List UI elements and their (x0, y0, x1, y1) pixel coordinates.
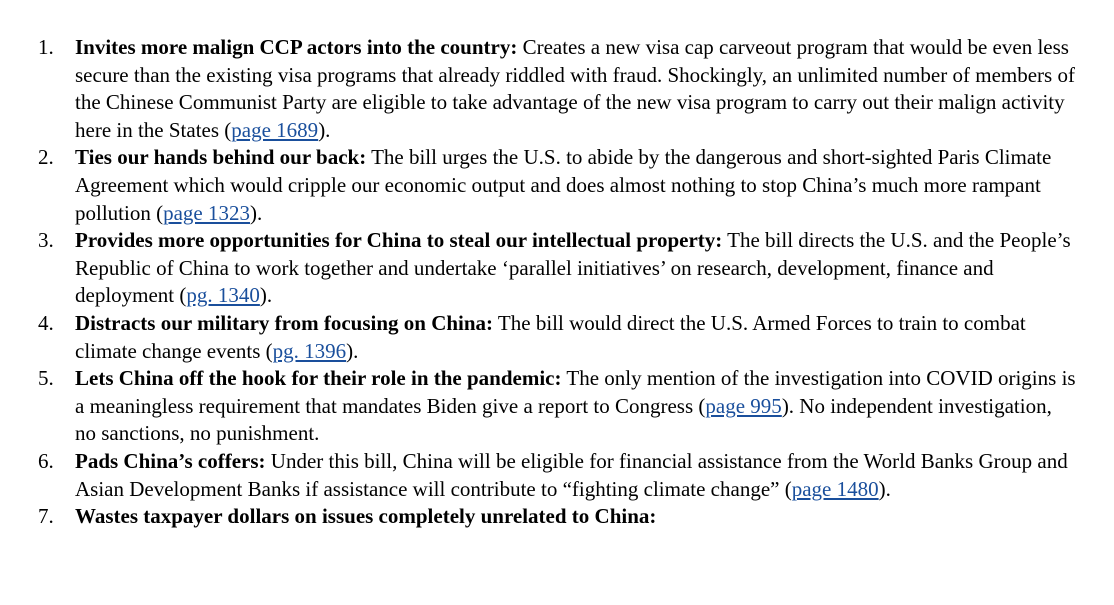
item-text-tail: ). (318, 117, 331, 142)
list-item-4 (38, 310, 1078, 365)
list-item-5 (38, 365, 1078, 448)
item-text: Creates a new visa cap carveout program that would be even less secure than the existing visa programs that already riddled with fraud. Shockingly, an unlimited number of members of the Chinese Communist Party are eligible to take advantage of the new visa program to carry out their malign activity here in the States ( (75, 35, 1075, 142)
item-heading: Wastes taxpayer dollars on issues completely unrelated to China: (75, 504, 657, 529)
page-reference-link[interactable]: pg. 1340 (186, 283, 260, 308)
item-text: The bill directs the U.S. and the People’s Republic of China to work together and undertake ‘parallel initiatives’ on research, development, finance and deployment ( (75, 228, 1071, 308)
page-reference-link[interactable]: pg. 1396 (272, 338, 347, 363)
item-text-tail: ). (346, 338, 359, 363)
item-heading: Pads China’s coffers: (75, 448, 266, 473)
item-text-tail: ). (878, 476, 891, 501)
item-text: The bill would direct the U.S. Armed Forces to train to combat climate change events ( (75, 310, 1026, 363)
item-number: 3. (38, 228, 54, 253)
item-number: 6. (38, 448, 54, 473)
page-reference-link[interactable]: page 1480 (791, 476, 879, 501)
page-reference-link[interactable]: page 995 (705, 393, 782, 418)
list-item-6 (38, 448, 1078, 503)
item-number: 7. (38, 504, 54, 529)
list-item-3 (38, 227, 1078, 310)
item-text: The bill urges the U.S. to abide by the dangerous and short-sighted Paris Climate Agreement which would cripple our economic output and does almost nothing to stop China’s much more rampant pollution ( (75, 145, 1052, 225)
item-number: 5. (38, 366, 54, 391)
item-heading: Provides more opportunities for China to steal our intellectual property: (75, 228, 723, 253)
item-text: The only mention of the investigation into COVID origins is a meaningless requirement that mandates Biden give a report to Congress ( (75, 366, 1076, 418)
item-text: Under this bill, China will be eligible for financial assistance from the World Banks Group and Asian Development Banks if assistance will contribute to “fighting climate change” ( (75, 448, 1068, 501)
page-reference-link[interactable]: page 1323 (163, 200, 250, 225)
item-text-tail: ). (259, 283, 273, 308)
list-item-2 (38, 144, 1078, 227)
list-item-1 (38, 34, 1078, 144)
item-text-tail: ). No independent investigation, no sanctions, no punishment. (75, 393, 1052, 446)
page-reference-link[interactable]: page 1689 (231, 117, 319, 142)
item-heading: Invites more malign CCP actors into the country: (75, 35, 518, 59)
numbered-list (38, 34, 1078, 531)
item-number: 4. (38, 310, 54, 335)
list-item-7 (38, 503, 1078, 531)
item-heading: Distracts our military from focusing on China: (75, 310, 494, 335)
item-text-tail: ). (250, 200, 263, 225)
item-number: 2. (38, 145, 54, 170)
item-heading: Lets China off the hook for their role in the pandemic: (75, 366, 562, 391)
item-number: 1. (38, 35, 54, 59)
item-heading: Ties our hands behind our back: (75, 145, 367, 170)
